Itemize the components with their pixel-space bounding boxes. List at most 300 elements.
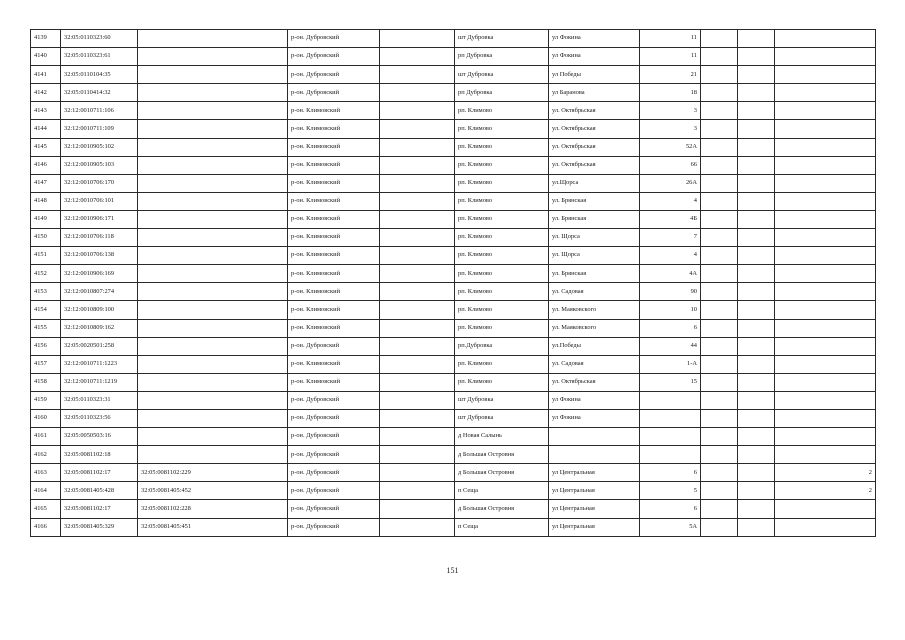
- linked-cadastral-number-cell: [138, 301, 288, 319]
- blank-col-a-cell: [380, 66, 455, 84]
- house-number-cell: 66: [640, 156, 701, 174]
- linked-cadastral-number-cell: [138, 391, 288, 409]
- extra-value-cell: [775, 446, 876, 464]
- house-number-cell: 3: [640, 120, 701, 138]
- blank-col-a-cell: [380, 409, 455, 427]
- house-number-cell: [640, 391, 701, 409]
- blank-col-b-cell: [701, 48, 738, 66]
- cadastral-number-cell: 32:12:0010711:109: [61, 120, 138, 138]
- settlement-cell: рп. Климово: [455, 229, 549, 247]
- house-number-cell: 21: [640, 66, 701, 84]
- blank-col-a-cell: [380, 428, 455, 446]
- table-row: [31, 446, 876, 464]
- settlement-cell: рп. Климово: [455, 192, 549, 210]
- blank-col-b-cell: [701, 66, 738, 84]
- street-cell: ул Победы: [549, 66, 640, 84]
- house-number-cell: 6: [640, 464, 701, 482]
- street-cell: ул. Маяковского: [549, 319, 640, 337]
- cadastral-number-cell: 32:12:0010711:1223: [61, 355, 138, 373]
- settlement-cell: шт Дубровка: [455, 391, 549, 409]
- blank-col-a-cell: [380, 355, 455, 373]
- linked-cadastral-number-cell: [138, 174, 288, 192]
- settlement-cell: рп. Климово: [455, 373, 549, 391]
- district-cell: р-он. Климовский: [288, 138, 380, 156]
- blank-col-a-cell: [380, 518, 455, 536]
- settlement-cell: рп Дубровка: [455, 48, 549, 66]
- blank-col-a-cell: [380, 210, 455, 228]
- row-number-cell: 4155: [31, 319, 61, 337]
- blank-col-a-cell: [380, 319, 455, 337]
- settlement-cell: рп. Климово: [455, 247, 549, 265]
- blank-col-b-cell: [701, 428, 738, 446]
- street-cell: ул. Щорса: [549, 247, 640, 265]
- extra-value-cell: [775, 428, 876, 446]
- district-cell: р-он. Климовский: [288, 373, 380, 391]
- settlement-cell: рп. Климово: [455, 102, 549, 120]
- linked-cadastral-number-cell: [138, 428, 288, 446]
- cadastral-number-cell: 32:05:0081102:17: [61, 464, 138, 482]
- blank-col-c-cell: [738, 518, 775, 536]
- settlement-cell: рп. Климово: [455, 265, 549, 283]
- linked-cadastral-number-cell: [138, 84, 288, 102]
- street-cell: ул. Брянская: [549, 265, 640, 283]
- cadastral-number-cell: 32:12:0010809:100: [61, 301, 138, 319]
- extra-value-cell: [775, 355, 876, 373]
- settlement-cell: д Большая Островня: [455, 446, 549, 464]
- blank-col-b-cell: [701, 265, 738, 283]
- table-row: [31, 337, 876, 355]
- extra-value-cell: [775, 174, 876, 192]
- extra-value-cell: 2: [775, 482, 876, 500]
- district-cell: р-он. Дубровский: [288, 464, 380, 482]
- linked-cadastral-number-cell: 32:05:0081405:452: [138, 482, 288, 500]
- blank-col-b-cell: [701, 30, 738, 48]
- linked-cadastral-number-cell: [138, 373, 288, 391]
- street-cell: ул. Октябрьская: [549, 373, 640, 391]
- extra-value-cell: [775, 373, 876, 391]
- registry-table: [30, 29, 876, 537]
- table-row: [31, 464, 876, 482]
- blank-col-b-cell: [701, 210, 738, 228]
- cadastral-number-cell: 32:05:0081102:17: [61, 500, 138, 518]
- street-cell: ул. Маяковского: [549, 301, 640, 319]
- table-row: [31, 283, 876, 301]
- extra-value-cell: [775, 156, 876, 174]
- linked-cadastral-number-cell: 32:05:0081102:228: [138, 500, 288, 518]
- cadastral-number-cell: 32:05:0110323:61: [61, 48, 138, 66]
- blank-col-b-cell: [701, 192, 738, 210]
- blank-col-b-cell: [701, 247, 738, 265]
- blank-col-a-cell: [380, 174, 455, 192]
- table-row: [31, 518, 876, 536]
- table-row: [31, 301, 876, 319]
- district-cell: р-он. Климовский: [288, 156, 380, 174]
- district-cell: р-он. Климовский: [288, 265, 380, 283]
- row-number-cell: 4166: [31, 518, 61, 536]
- street-cell: ул. Садовая: [549, 283, 640, 301]
- cadastral-number-cell: 32:05:0110323:31: [61, 391, 138, 409]
- settlement-cell: рп. Климово: [455, 355, 549, 373]
- extra-value-cell: [775, 192, 876, 210]
- table-row: [31, 192, 876, 210]
- district-cell: р-он. Дубровский: [288, 337, 380, 355]
- settlement-cell: рп. Климово: [455, 283, 549, 301]
- cadastral-number-cell: 32:05:0081405:428: [61, 482, 138, 500]
- settlement-cell: рп Дубровка: [455, 84, 549, 102]
- street-cell: ул Фокина: [549, 409, 640, 427]
- house-number-cell: 90: [640, 283, 701, 301]
- cadastral-number-cell: 32:12:0010905:103: [61, 156, 138, 174]
- street-cell: ул. Щорса: [549, 229, 640, 247]
- blank-col-b-cell: [701, 283, 738, 301]
- district-cell: р-он. Климовский: [288, 229, 380, 247]
- blank-col-c-cell: [738, 409, 775, 427]
- linked-cadastral-number-cell: [138, 48, 288, 66]
- blank-col-c-cell: [738, 337, 775, 355]
- row-number-cell: 4163: [31, 464, 61, 482]
- house-number-cell: 7: [640, 229, 701, 247]
- house-number-cell: 11: [640, 30, 701, 48]
- blank-col-a-cell: [380, 156, 455, 174]
- row-number-cell: 4159: [31, 391, 61, 409]
- extra-value-cell: [775, 48, 876, 66]
- cadastral-number-cell: 32:12:0010706:138: [61, 247, 138, 265]
- extra-value-cell: [775, 138, 876, 156]
- row-number-cell: 4146: [31, 156, 61, 174]
- row-number-cell: 4160: [31, 409, 61, 427]
- house-number-cell: [640, 409, 701, 427]
- linked-cadastral-number-cell: [138, 229, 288, 247]
- district-cell: р-он. Климовский: [288, 355, 380, 373]
- row-number-cell: 4139: [31, 30, 61, 48]
- blank-col-b-cell: [701, 391, 738, 409]
- blank-col-a-cell: [380, 48, 455, 66]
- street-cell: ул.Победы: [549, 337, 640, 355]
- blank-col-b-cell: [701, 319, 738, 337]
- blank-col-a-cell: [380, 482, 455, 500]
- street-cell: ул. Октябрьская: [549, 156, 640, 174]
- row-number-cell: 4149: [31, 210, 61, 228]
- table-row: [31, 319, 876, 337]
- house-number-cell: [640, 428, 701, 446]
- blank-col-c-cell: [738, 500, 775, 518]
- row-number-cell: 4140: [31, 48, 61, 66]
- table-row: [31, 391, 876, 409]
- blank-col-a-cell: [380, 373, 455, 391]
- district-cell: р-он. Дубровский: [288, 391, 380, 409]
- cadastral-number-cell: 32:05:0110414:32: [61, 84, 138, 102]
- linked-cadastral-number-cell: [138, 265, 288, 283]
- cadastral-number-cell: 32:12:0010807:274: [61, 283, 138, 301]
- house-number-cell: 44: [640, 337, 701, 355]
- linked-cadastral-number-cell: [138, 138, 288, 156]
- table-row: [31, 355, 876, 373]
- table-row: [31, 120, 876, 138]
- extra-value-cell: [775, 265, 876, 283]
- street-cell: ул Центральная: [549, 518, 640, 536]
- district-cell: р-он. Дубровский: [288, 518, 380, 536]
- blank-col-a-cell: [380, 84, 455, 102]
- street-cell: ул Центральная: [549, 464, 640, 482]
- linked-cadastral-number-cell: 32:05:0081405:451: [138, 518, 288, 536]
- cadastral-number-cell: 32:12:0010711:106: [61, 102, 138, 120]
- cadastral-number-cell: 32:12:0010706:101: [61, 192, 138, 210]
- cadastral-number-cell: 32:05:0110323:60: [61, 30, 138, 48]
- house-number-cell: 6: [640, 319, 701, 337]
- blank-col-c-cell: [738, 120, 775, 138]
- extra-value-cell: [775, 409, 876, 427]
- blank-col-b-cell: [701, 482, 738, 500]
- extra-value-cell: [775, 283, 876, 301]
- row-number-cell: 4144: [31, 120, 61, 138]
- blank-col-c-cell: [738, 301, 775, 319]
- district-cell: р-он. Дубровский: [288, 409, 380, 427]
- settlement-cell: рп.Дубровка: [455, 337, 549, 355]
- cadastral-number-cell: 32:12:0010711:1219: [61, 373, 138, 391]
- extra-value-cell: [775, 229, 876, 247]
- linked-cadastral-number-cell: [138, 120, 288, 138]
- blank-col-b-cell: [701, 464, 738, 482]
- blank-col-c-cell: [738, 84, 775, 102]
- table-row: [31, 428, 876, 446]
- table-row: [31, 48, 876, 66]
- house-number-cell: 10: [640, 301, 701, 319]
- row-number-cell: 4154: [31, 301, 61, 319]
- cadastral-number-cell: 32:12:0010905:102: [61, 138, 138, 156]
- blank-col-c-cell: [738, 156, 775, 174]
- street-cell: [549, 428, 640, 446]
- blank-col-c-cell: [738, 66, 775, 84]
- blank-col-b-cell: [701, 446, 738, 464]
- settlement-cell: д Новая Салынь: [455, 428, 549, 446]
- house-number-cell: 26А: [640, 174, 701, 192]
- district-cell: р-он. Климовский: [288, 301, 380, 319]
- row-number-cell: 4141: [31, 66, 61, 84]
- cadastral-number-cell: 32:12:0010809:162: [61, 319, 138, 337]
- blank-col-c-cell: [738, 391, 775, 409]
- linked-cadastral-number-cell: [138, 30, 288, 48]
- row-number-cell: 4150: [31, 229, 61, 247]
- linked-cadastral-number-cell: [138, 210, 288, 228]
- blank-col-b-cell: [701, 174, 738, 192]
- extra-value-cell: [775, 30, 876, 48]
- blank-col-a-cell: [380, 30, 455, 48]
- district-cell: р-он. Дубровский: [288, 446, 380, 464]
- district-cell: р-он. Дубровский: [288, 66, 380, 84]
- street-cell: ул Центральная: [549, 500, 640, 518]
- settlement-cell: рп. Климово: [455, 174, 549, 192]
- settlement-cell: шт Дубровка: [455, 30, 549, 48]
- blank-col-b-cell: [701, 355, 738, 373]
- extra-value-cell: [775, 102, 876, 120]
- blank-col-b-cell: [701, 409, 738, 427]
- cadastral-number-cell: 32:05:0020501:258: [61, 337, 138, 355]
- blank-col-c-cell: [738, 247, 775, 265]
- cadastral-number-cell: 32:05:0081102:18: [61, 446, 138, 464]
- street-cell: ул. Садовая: [549, 355, 640, 373]
- blank-col-b-cell: [701, 337, 738, 355]
- page-number: 151: [446, 566, 459, 575]
- house-number-cell: 15: [640, 373, 701, 391]
- row-number-cell: 4158: [31, 373, 61, 391]
- house-number-cell: 1-А: [640, 355, 701, 373]
- table-row: [31, 482, 876, 500]
- street-cell: ул Баранова: [549, 84, 640, 102]
- settlement-cell: п Сеща: [455, 482, 549, 500]
- settlement-cell: д Большая Островня: [455, 500, 549, 518]
- district-cell: р-он. Климовский: [288, 192, 380, 210]
- row-number-cell: 4153: [31, 283, 61, 301]
- table-row: [31, 102, 876, 120]
- blank-col-c-cell: [738, 229, 775, 247]
- table-row: [31, 138, 876, 156]
- district-cell: р-он. Дубровский: [288, 30, 380, 48]
- extra-value-cell: [775, 319, 876, 337]
- house-number-cell: 5А: [640, 518, 701, 536]
- cadastral-number-cell: 32:05:0110323:56: [61, 409, 138, 427]
- extra-value-cell: [775, 210, 876, 228]
- blank-col-b-cell: [701, 301, 738, 319]
- street-cell: ул Фокина: [549, 48, 640, 66]
- settlement-cell: п Сеща: [455, 518, 549, 536]
- house-number-cell: [640, 446, 701, 464]
- street-cell: ул. Брянская: [549, 210, 640, 228]
- blank-col-a-cell: [380, 265, 455, 283]
- house-number-cell: 4Б: [640, 210, 701, 228]
- extra-value-cell: [775, 247, 876, 265]
- row-number-cell: 4151: [31, 247, 61, 265]
- district-cell: р-он. Климовский: [288, 319, 380, 337]
- row-number-cell: 4157: [31, 355, 61, 373]
- blank-col-c-cell: [738, 428, 775, 446]
- blank-col-a-cell: [380, 301, 455, 319]
- district-cell: р-он. Дубровский: [288, 84, 380, 102]
- blank-col-c-cell: [738, 102, 775, 120]
- street-cell: ул. Октябрьская: [549, 138, 640, 156]
- table-row: [31, 174, 876, 192]
- house-number-cell: 6: [640, 500, 701, 518]
- blank-col-c-cell: [738, 464, 775, 482]
- linked-cadastral-number-cell: [138, 355, 288, 373]
- cadastral-number-cell: 32:12:0010906:169: [61, 265, 138, 283]
- district-cell: р-он. Климовский: [288, 210, 380, 228]
- blank-col-c-cell: [738, 265, 775, 283]
- extra-value-cell: [775, 518, 876, 536]
- blank-col-c-cell: [738, 192, 775, 210]
- blank-col-c-cell: [738, 319, 775, 337]
- blank-col-b-cell: [701, 156, 738, 174]
- street-cell: ул Фокина: [549, 30, 640, 48]
- house-number-cell: 4: [640, 247, 701, 265]
- cadastral-number-cell: 32:05:0050503:16: [61, 428, 138, 446]
- linked-cadastral-number-cell: [138, 66, 288, 84]
- blank-col-a-cell: [380, 229, 455, 247]
- linked-cadastral-number-cell: [138, 156, 288, 174]
- settlement-cell: рп. Климово: [455, 120, 549, 138]
- blank-col-b-cell: [701, 229, 738, 247]
- street-cell: ул. Брянская: [549, 192, 640, 210]
- linked-cadastral-number-cell: [138, 192, 288, 210]
- blank-col-b-cell: [701, 518, 738, 536]
- table-row: [31, 210, 876, 228]
- settlement-cell: рп. Климово: [455, 156, 549, 174]
- cadastral-number-cell: 32:05:0110104:35: [61, 66, 138, 84]
- linked-cadastral-number-cell: [138, 319, 288, 337]
- house-number-cell: 3: [640, 102, 701, 120]
- table-row: [31, 373, 876, 391]
- district-cell: р-он. Климовский: [288, 174, 380, 192]
- table-body: [31, 30, 876, 537]
- blank-col-c-cell: [738, 30, 775, 48]
- blank-col-c-cell: [738, 283, 775, 301]
- row-number-cell: 4164: [31, 482, 61, 500]
- linked-cadastral-number-cell: [138, 283, 288, 301]
- table-row: [31, 84, 876, 102]
- blank-col-a-cell: [380, 446, 455, 464]
- linked-cadastral-number-cell: 32:05:0081102:229: [138, 464, 288, 482]
- settlement-cell: рп. Климово: [455, 319, 549, 337]
- linked-cadastral-number-cell: [138, 247, 288, 265]
- blank-col-c-cell: [738, 373, 775, 391]
- blank-col-c-cell: [738, 446, 775, 464]
- table-row: [31, 409, 876, 427]
- street-cell: ул. Октябрьская: [549, 120, 640, 138]
- blank-col-a-cell: [380, 337, 455, 355]
- blank-col-a-cell: [380, 192, 455, 210]
- district-cell: р-он. Дубровский: [288, 428, 380, 446]
- blank-col-b-cell: [701, 102, 738, 120]
- house-number-cell: 4: [640, 192, 701, 210]
- house-number-cell: 52А: [640, 138, 701, 156]
- district-cell: р-он. Климовский: [288, 283, 380, 301]
- linked-cadastral-number-cell: [138, 446, 288, 464]
- extra-value-cell: [775, 120, 876, 138]
- table-row: [31, 229, 876, 247]
- blank-col-a-cell: [380, 102, 455, 120]
- street-cell: [549, 446, 640, 464]
- extra-value-cell: [775, 84, 876, 102]
- street-cell: ул Фокина: [549, 391, 640, 409]
- row-number-cell: 4147: [31, 174, 61, 192]
- extra-value-cell: [775, 500, 876, 518]
- blank-col-a-cell: [380, 464, 455, 482]
- blank-col-c-cell: [738, 138, 775, 156]
- cadastral-number-cell: 32:12:0010706:118: [61, 229, 138, 247]
- extra-value-cell: [775, 391, 876, 409]
- blank-col-a-cell: [380, 500, 455, 518]
- blank-col-b-cell: [701, 500, 738, 518]
- settlement-cell: рп. Климово: [455, 138, 549, 156]
- table-row: [31, 66, 876, 84]
- house-number-cell: 18: [640, 84, 701, 102]
- table-row: [31, 30, 876, 48]
- linked-cadastral-number-cell: [138, 409, 288, 427]
- blank-col-a-cell: [380, 247, 455, 265]
- district-cell: р-он. Климовский: [288, 102, 380, 120]
- row-number-cell: 4145: [31, 138, 61, 156]
- street-cell: ул.Щорса: [549, 174, 640, 192]
- row-number-cell: 4162: [31, 446, 61, 464]
- house-number-cell: 4А: [640, 265, 701, 283]
- district-cell: р-он. Дубровский: [288, 500, 380, 518]
- blank-col-b-cell: [701, 138, 738, 156]
- blank-col-c-cell: [738, 355, 775, 373]
- blank-col-a-cell: [380, 391, 455, 409]
- row-number-cell: 4156: [31, 337, 61, 355]
- settlement-cell: шт Дубровка: [455, 409, 549, 427]
- row-number-cell: 4143: [31, 102, 61, 120]
- blank-col-c-cell: [738, 482, 775, 500]
